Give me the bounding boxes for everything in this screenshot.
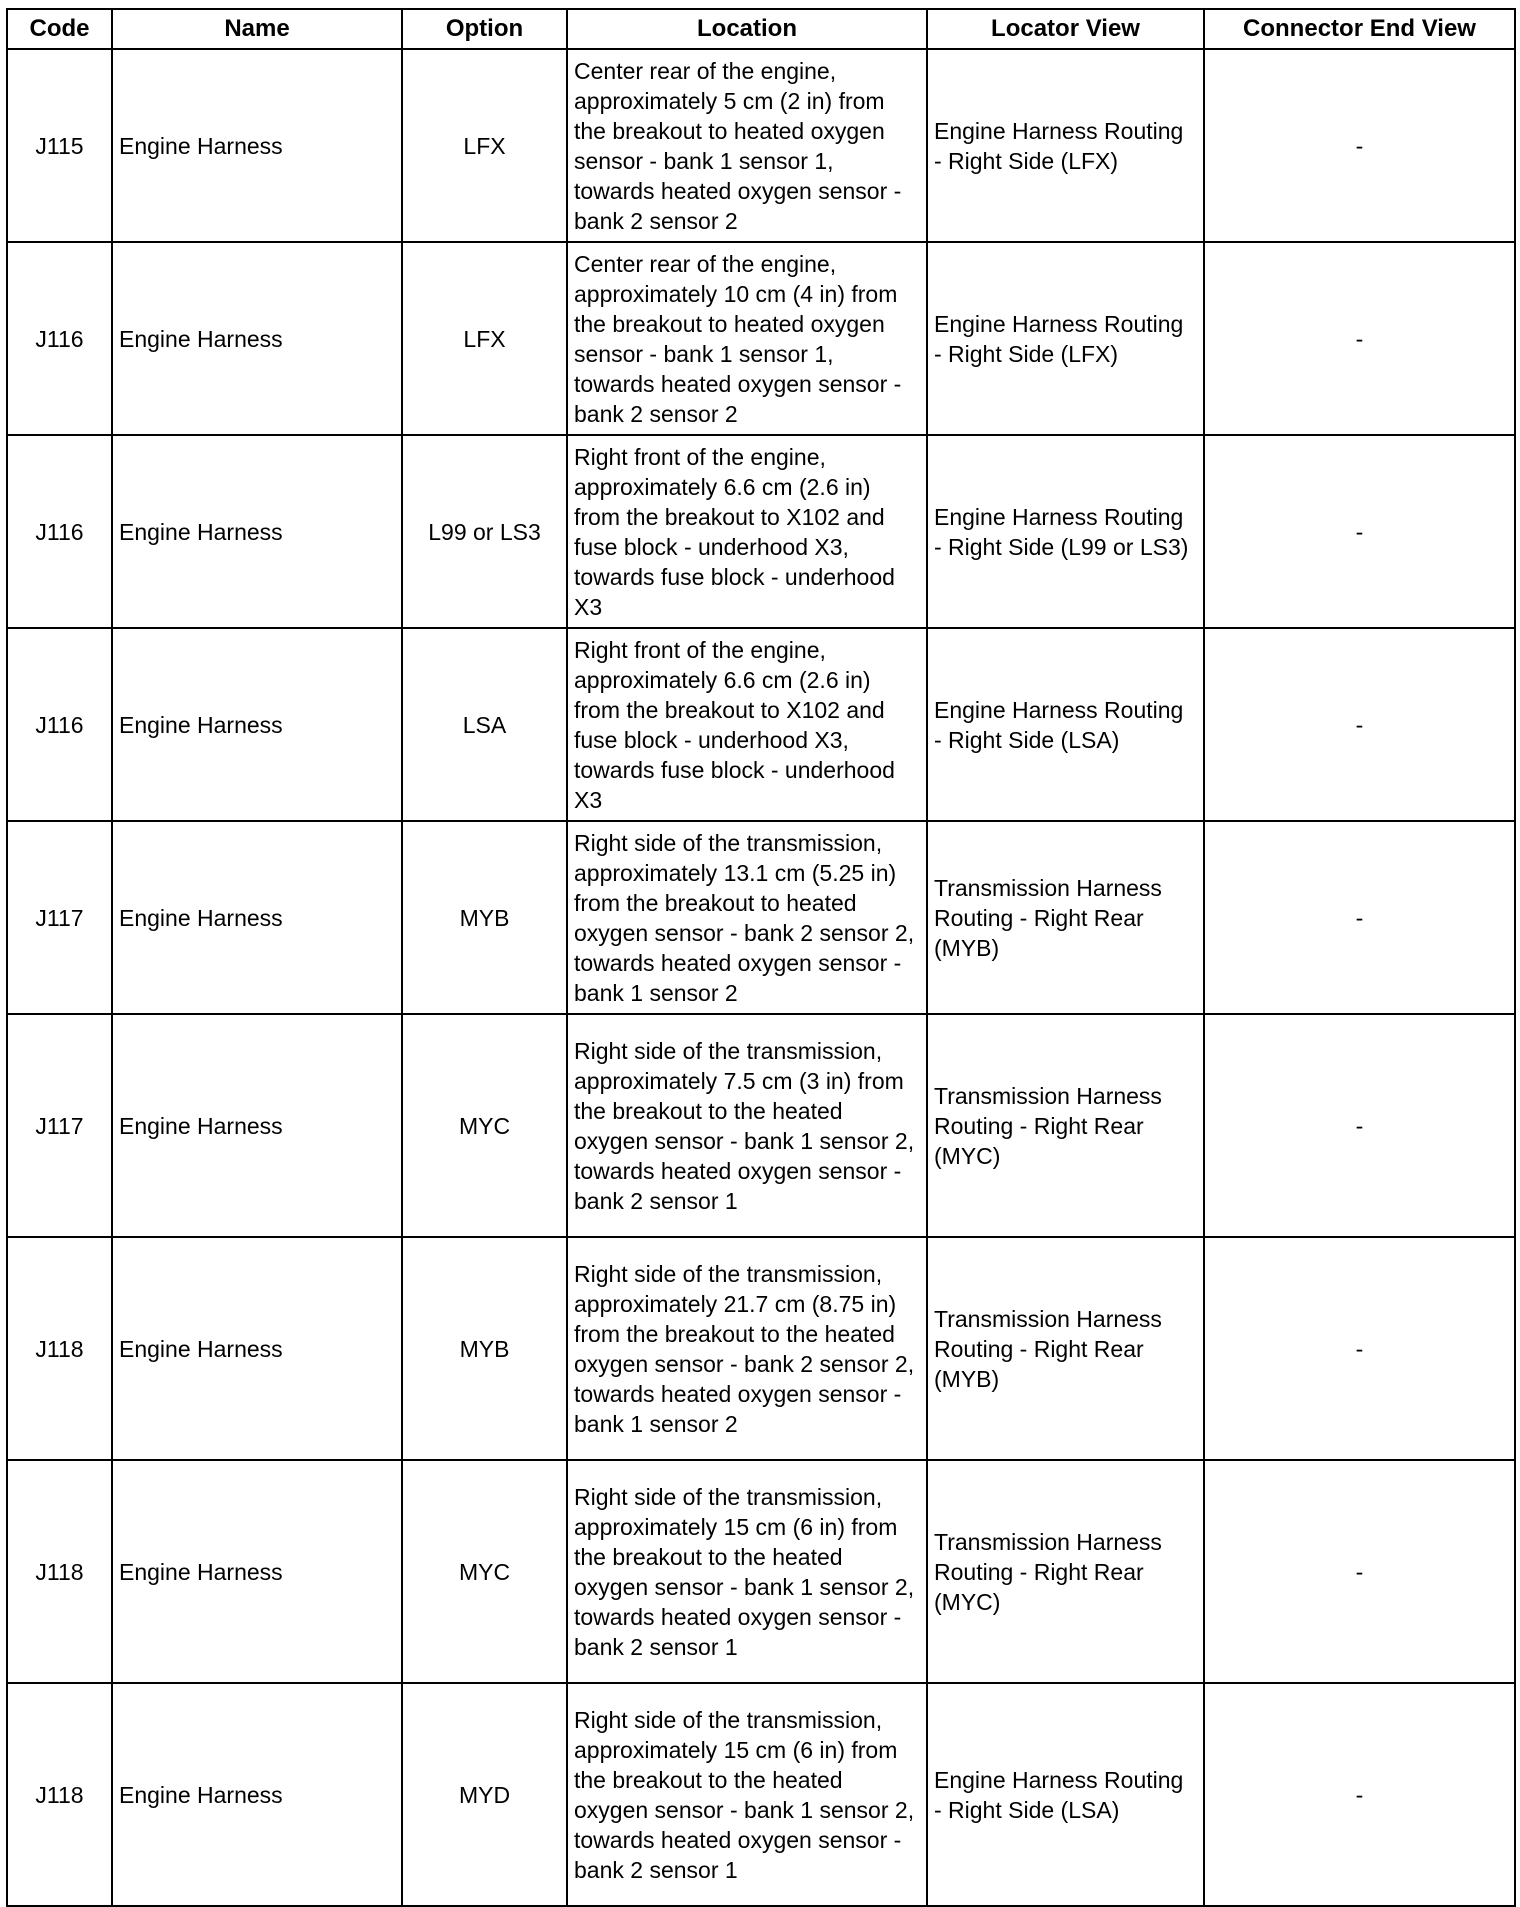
cell-option: MYB [402, 821, 567, 1014]
cell-code: J115 [7, 49, 112, 242]
cell-connector-end-view: - [1204, 1237, 1515, 1460]
cell-option: LSA [402, 628, 567, 821]
cell-name: Engine Harness [112, 435, 402, 628]
header-code: Code [7, 9, 112, 49]
header-location: Location [567, 9, 927, 49]
header-connector-end-view: Connector End View [1204, 9, 1515, 49]
cell-location: Center rear of the engine, approximately 5 cm (2 in) from the breakout to heated oxygen sensor - bank 1 sensor 1, towards heated oxygen sensor - bank 2 sensor 2 [567, 49, 927, 242]
cell-option: LFX [402, 242, 567, 435]
table-row [7, 1237, 1515, 1460]
cell-name: Engine Harness [112, 49, 402, 242]
cell-option: MYD [402, 1683, 567, 1906]
cell-code: J116 [7, 242, 112, 435]
cell-location: Right side of the transmission, approximately 15 cm (6 in) from the breakout to the heated oxygen sensor - bank 1 sensor 2, towards heated oxygen sensor - bank 2 sensor 1 [567, 1460, 927, 1683]
cell-code: J116 [7, 435, 112, 628]
cell-locator-view: Engine Harness Routing - Right Side (LFX) [927, 49, 1204, 242]
cell-name: Engine Harness [112, 628, 402, 821]
cell-locator-view: Engine Harness Routing - Right Side (LSA) [927, 628, 1204, 821]
cell-option: MYB [402, 1237, 567, 1460]
cell-locator-view: Transmission Harness Routing - Right Rear (MYC) [927, 1014, 1204, 1237]
table-row [7, 49, 1515, 242]
cell-locator-view: Transmission Harness Routing - Right Rear (MYB) [927, 821, 1204, 1014]
splice-pack-table [6, 8, 1516, 1907]
cell-code: J118 [7, 1683, 112, 1906]
header-locator-view: Locator View [927, 9, 1204, 49]
cell-locator-view: Transmission Harness Routing - Right Rear (MYB) [927, 1237, 1204, 1460]
cell-option: LFX [402, 49, 567, 242]
header-row [7, 9, 1515, 49]
cell-connector-end-view: - [1204, 1460, 1515, 1683]
cell-location: Right front of the engine, approximately 6.6 cm (2.6 in) from the breakout to X102 and fuse block - underhood X3, towards fuse block - underhood X3 [567, 435, 927, 628]
cell-option: L99 or LS3 [402, 435, 567, 628]
cell-connector-end-view: - [1204, 1014, 1515, 1237]
cell-connector-end-view: - [1204, 242, 1515, 435]
header-name: Name [112, 9, 402, 49]
table-row [7, 821, 1515, 1014]
cell-option: MYC [402, 1014, 567, 1237]
table-row [7, 242, 1515, 435]
cell-connector-end-view: - [1204, 1683, 1515, 1906]
cell-locator-view: Engine Harness Routing - Right Side (L99 or LS3) [927, 435, 1204, 628]
cell-location: Right side of the transmission, approximately 15 cm (6 in) from the breakout to the heated oxygen sensor - bank 1 sensor 2, towards heated oxygen sensor - bank 2 sensor 1 [567, 1683, 927, 1906]
cell-location: Center rear of the engine, approximately 10 cm (4 in) from the breakout to heated oxygen sensor - bank 1 sensor 1, towards heated oxygen sensor - bank 2 sensor 2 [567, 242, 927, 435]
cell-name: Engine Harness [112, 1237, 402, 1460]
cell-connector-end-view: - [1204, 49, 1515, 242]
cell-locator-view: Engine Harness Routing - Right Side (LFX) [927, 242, 1204, 435]
cell-location: Right front of the engine, approximately 6.6 cm (2.6 in) from the breakout to X102 and fuse block - underhood X3, towards fuse block - underhood X3 [567, 628, 927, 821]
cell-name: Engine Harness [112, 821, 402, 1014]
table-row [7, 1683, 1515, 1906]
cell-location: Right side of the transmission, approximately 13.1 cm (5.25 in) from the breakout to heated oxygen sensor - bank 2 sensor 2, towards heated oxygen sensor - bank 1 sensor 2 [567, 821, 927, 1014]
cell-name: Engine Harness [112, 1014, 402, 1237]
table-row [7, 628, 1515, 821]
table-row [7, 1460, 1515, 1683]
cell-connector-end-view: - [1204, 821, 1515, 1014]
cell-location: Right side of the transmission, approximately 7.5 cm (3 in) from the breakout to the heated oxygen sensor - bank 1 sensor 2, towards heated oxygen sensor - bank 2 sensor 1 [567, 1014, 927, 1237]
cell-code: J117 [7, 821, 112, 1014]
cell-name: Engine Harness [112, 1460, 402, 1683]
cell-name: Engine Harness [112, 242, 402, 435]
cell-name: Engine Harness [112, 1683, 402, 1906]
cell-code: J116 [7, 628, 112, 821]
table-row [7, 1014, 1515, 1237]
cell-code: J118 [7, 1460, 112, 1683]
header-option: Option [402, 9, 567, 49]
table-row [7, 435, 1515, 628]
cell-code: J117 [7, 1014, 112, 1237]
cell-connector-end-view: - [1204, 435, 1515, 628]
cell-code: J118 [7, 1237, 112, 1460]
cell-connector-end-view: - [1204, 628, 1515, 821]
cell-location: Right side of the transmission, approximately 21.7 cm (8.75 in) from the breakout to the heated oxygen sensor - bank 2 sensor 2, towards heated oxygen sensor - bank 1 sensor 2 [567, 1237, 927, 1460]
cell-locator-view: Transmission Harness Routing - Right Rear (MYC) [927, 1460, 1204, 1683]
cell-option: MYC [402, 1460, 567, 1683]
cell-locator-view: Engine Harness Routing - Right Side (LSA) [927, 1683, 1204, 1906]
